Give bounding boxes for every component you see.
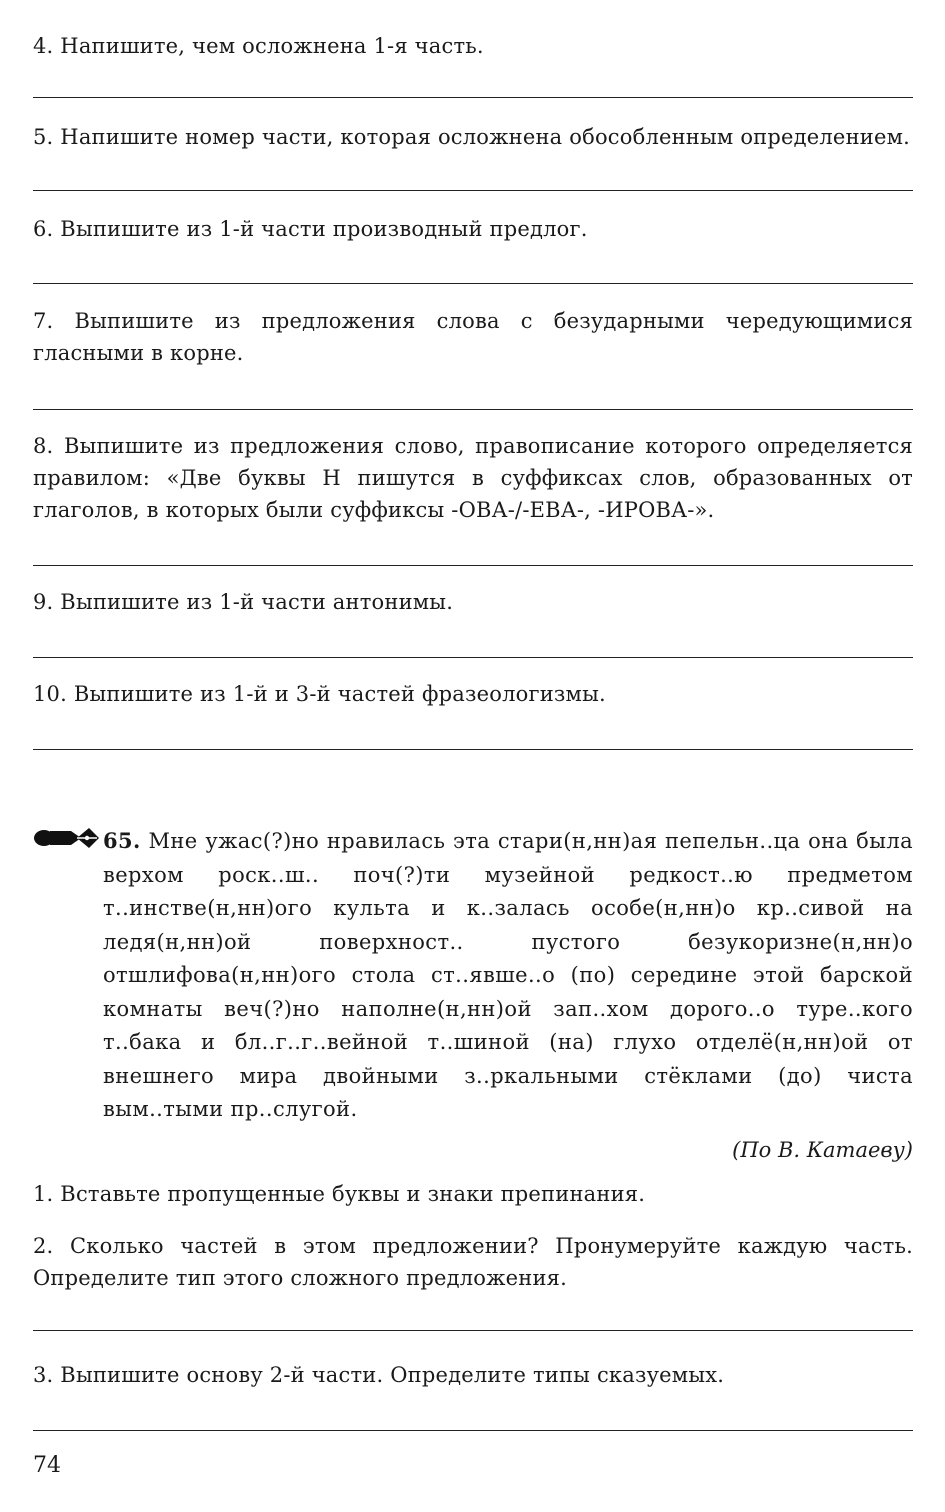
- answer-line[interactable]: [33, 283, 913, 284]
- exercise-65: [103, 824, 913, 1127]
- question-9: 9. Выпишите из 1-й части антонимы.: [33, 590, 454, 614]
- answer-line[interactable]: [33, 1430, 913, 1431]
- question-6: 6. Выпишите из 1-й части производный предлог.: [33, 217, 588, 241]
- answer-line[interactable]: [33, 749, 913, 750]
- answer-line[interactable]: [33, 409, 913, 410]
- exercise-number: 65.: [103, 828, 141, 853]
- question-10: 10. Выпишите из 1-й и 3-й частей фразеологизмы.: [33, 682, 606, 706]
- answer-line[interactable]: [33, 1330, 913, 1331]
- answer-line[interactable]: [33, 97, 913, 98]
- question-8: 8. Выпишите из предложения слово, правописание которого определяется правилом: «Две буквы Н пишутся в суффиксах слов, образованных от глаголов, в которых были суффиксы -ОВА-/-ЕВА-, -ИРОВА-».: [33, 434, 913, 522]
- task-1: 1. Вставьте пропущенные буквы и знаки препинания.: [33, 1182, 646, 1206]
- task-3: 3. Выпишите основу 2-й части. Определите типы сказуемых.: [33, 1363, 725, 1387]
- answer-line[interactable]: [33, 657, 913, 658]
- question-4: 4. Напишите, чем осложнена 1-я часть.: [33, 34, 484, 58]
- question-7: 7. Выпишите из предложения слова с безударными чередующимися гласными в корне.: [33, 309, 913, 365]
- answer-line[interactable]: [33, 565, 913, 566]
- answer-line[interactable]: [33, 190, 913, 191]
- attribution: (По В. Катаеву): [732, 1138, 913, 1162]
- question-5: 5. Напишите номер части, которая осложнена обособленным определением.: [33, 125, 910, 149]
- pen-nib-icon: [33, 826, 103, 850]
- page-number: 74: [33, 1453, 61, 1478]
- task-2: 2. Сколько частей в этом предложении? Пронумеруйте каждую часть. Определите тип этого сложного предложения.: [33, 1234, 913, 1290]
- exercise-text: Мне ужас(?)но нравилась эта стари(н,нн)ая пепельн..ца она была верхом роск..ш.. поч(?)ти музейной редкост..ю предметом т..инстве(н,нн)ого культа и к..залась особе(н,нн)о кр..сивой на ледя(н,нн)ой поверхност.. пустого безукоризне(н,нн)о отшлифова(н,нн)ого стола ст..явше..о (по) середине этой барской комнаты веч(?)но наполне(н,нн)ой зап..хом дорого..о туре..кого т..бака и бл..г..г..вейной т..шиной (на) глухо отделё(н,нн)ой от внешнего мира двойными з..ркальными стёклами (до) чиста вым..тыми пр..слугой.: [103, 829, 913, 1121]
